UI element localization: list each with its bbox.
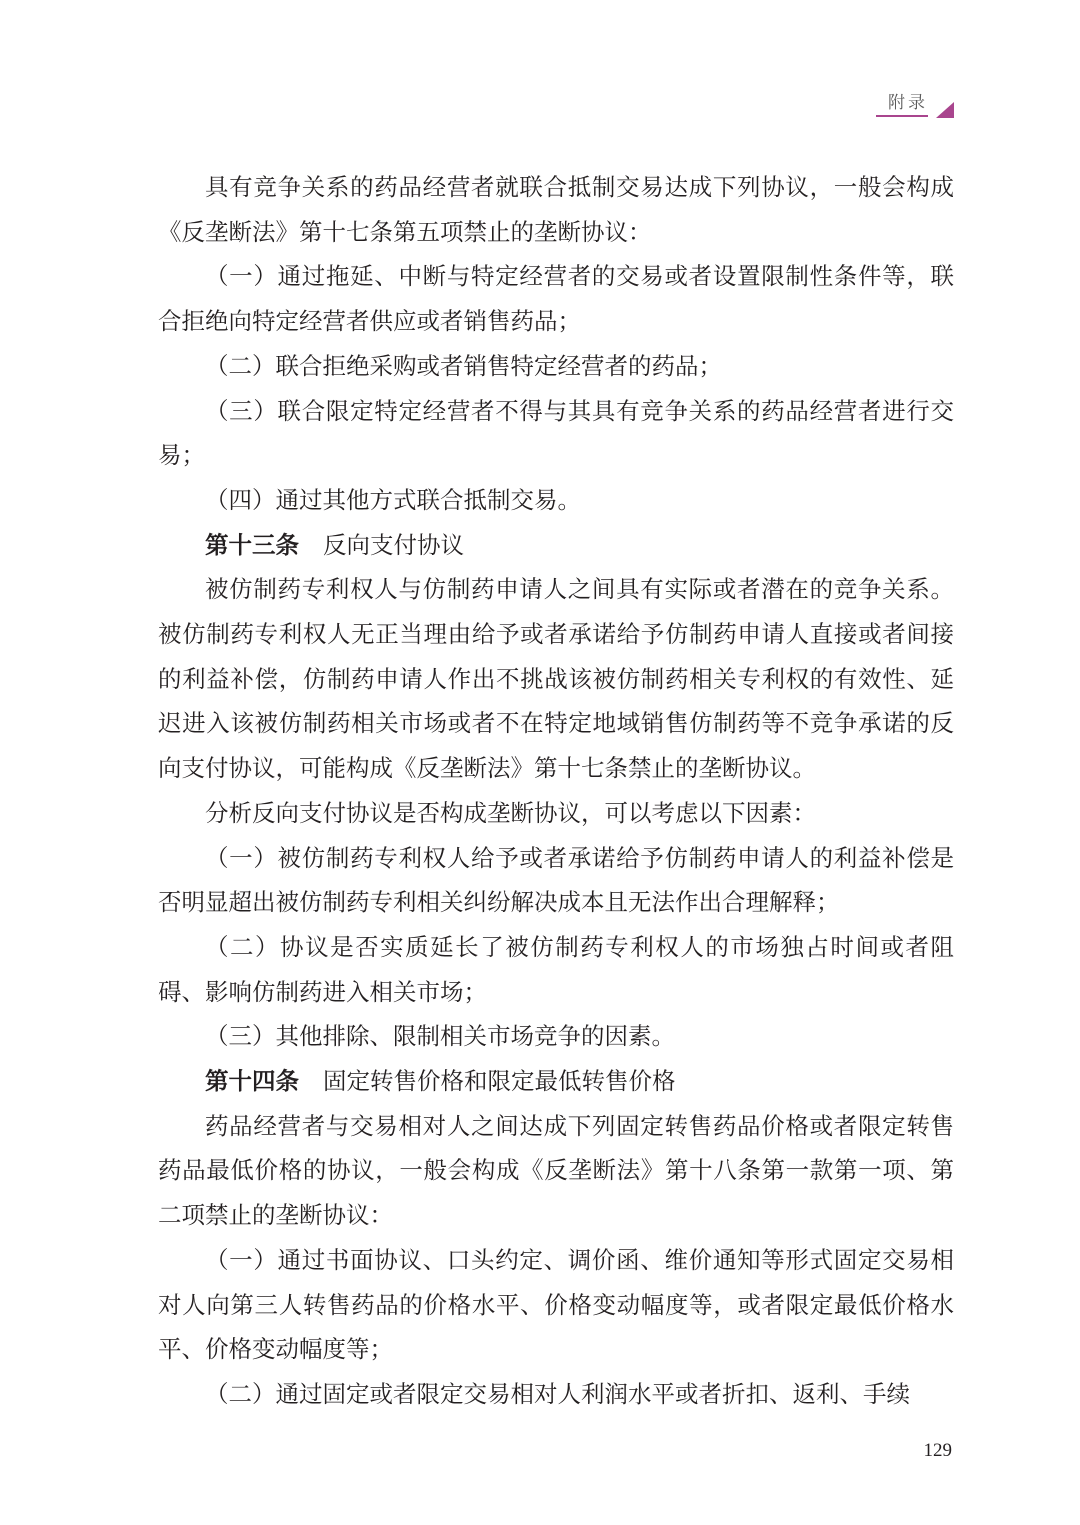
article-heading <box>158 1059 954 1104</box>
paragraph: 具有竞争关系的药品经营者就联合抵制交易达成下列协议，一般会构成《反垄断法》第十七条第五项禁止的垄断协议： <box>158 173 954 246</box>
list-item: （四）通过其他方式联合抵制交易。 <box>205 485 581 514</box>
list-item: （二）通过固定或者限定交易相对人利润水平或者折扣、返利、手续 <box>205 1379 910 1408</box>
article-subject: 固定转售价格和限定最低转售价格 <box>323 1067 676 1096</box>
list-item: （二）协议是否实质延长了被仿制药专利权人的市场独占时间或者阻碍、影响仿制药进入相关市场； <box>158 932 954 1006</box>
section-title: 附录 <box>888 93 928 113</box>
list-item: （一）通过拖延、中断与特定经营者的交易或者设置限制性条件等，联合拒绝向特定经营者供应或者销售药品； <box>158 262 954 336</box>
list-item: （一）被仿制药专利权人给予或者承诺给予仿制药申请人的利益补偿是否明显超出被仿制药专利相关纠纷解决成本且无法作出合理解释； <box>158 843 954 917</box>
list-item: （二）联合拒绝采购或者销售特定经营者的药品； <box>205 351 722 380</box>
list-item: （一）通过书面协议、口头约定、调价函、维价通知等形式固定交易相对人向第三人转售药品的价格水平、价格变动幅度等，或者限定最低价格水平、价格变动幅度等； <box>158 1245 954 1364</box>
article-heading <box>158 523 954 568</box>
header-rule <box>876 115 928 117</box>
corner-triangle-icon <box>936 102 954 118</box>
paragraph: 药品经营者与交易相对人之间达成下列固定转售药品价格或者限定转售药品最低价格的协议，一般会构成《反垄断法》第十八条第一款第一项、第二项禁止的垄断协议： <box>158 1111 954 1230</box>
paragraph: 分析反向支付协议是否构成垄断协议，可以考虑以下因素： <box>205 798 816 827</box>
article-number: 第十三条 <box>205 530 299 559</box>
running-header <box>874 84 954 124</box>
page-number: 129 <box>923 1440 952 1461</box>
article-number: 第十四条 <box>205 1067 299 1096</box>
list-item: （三）联合限定特定经营者不得与其具有竞争关系的药品经营者进行交易； <box>158 396 954 470</box>
paragraph: 被仿制药专利权人与仿制药申请人之间具有实际或者潜在的竞争关系。被仿制药专利权人无正当理由给予或者承诺给予仿制药申请人直接或者间接的利益补偿，仿制药申请人作出不挑战该被仿制药相关专利权的有效性、延迟进入该被仿制药相关市场或者不在特定地域销售仿制药等不竞争承诺的反向支付协议，可能构成《反垄断法》第十七条禁止的垄断协议。 <box>158 575 954 783</box>
body-text <box>158 165 954 1417</box>
list-item: （三）其他排除、限制相关市场竞争的因素。 <box>205 1022 675 1051</box>
article-subject: 反向支付协议 <box>323 530 464 559</box>
